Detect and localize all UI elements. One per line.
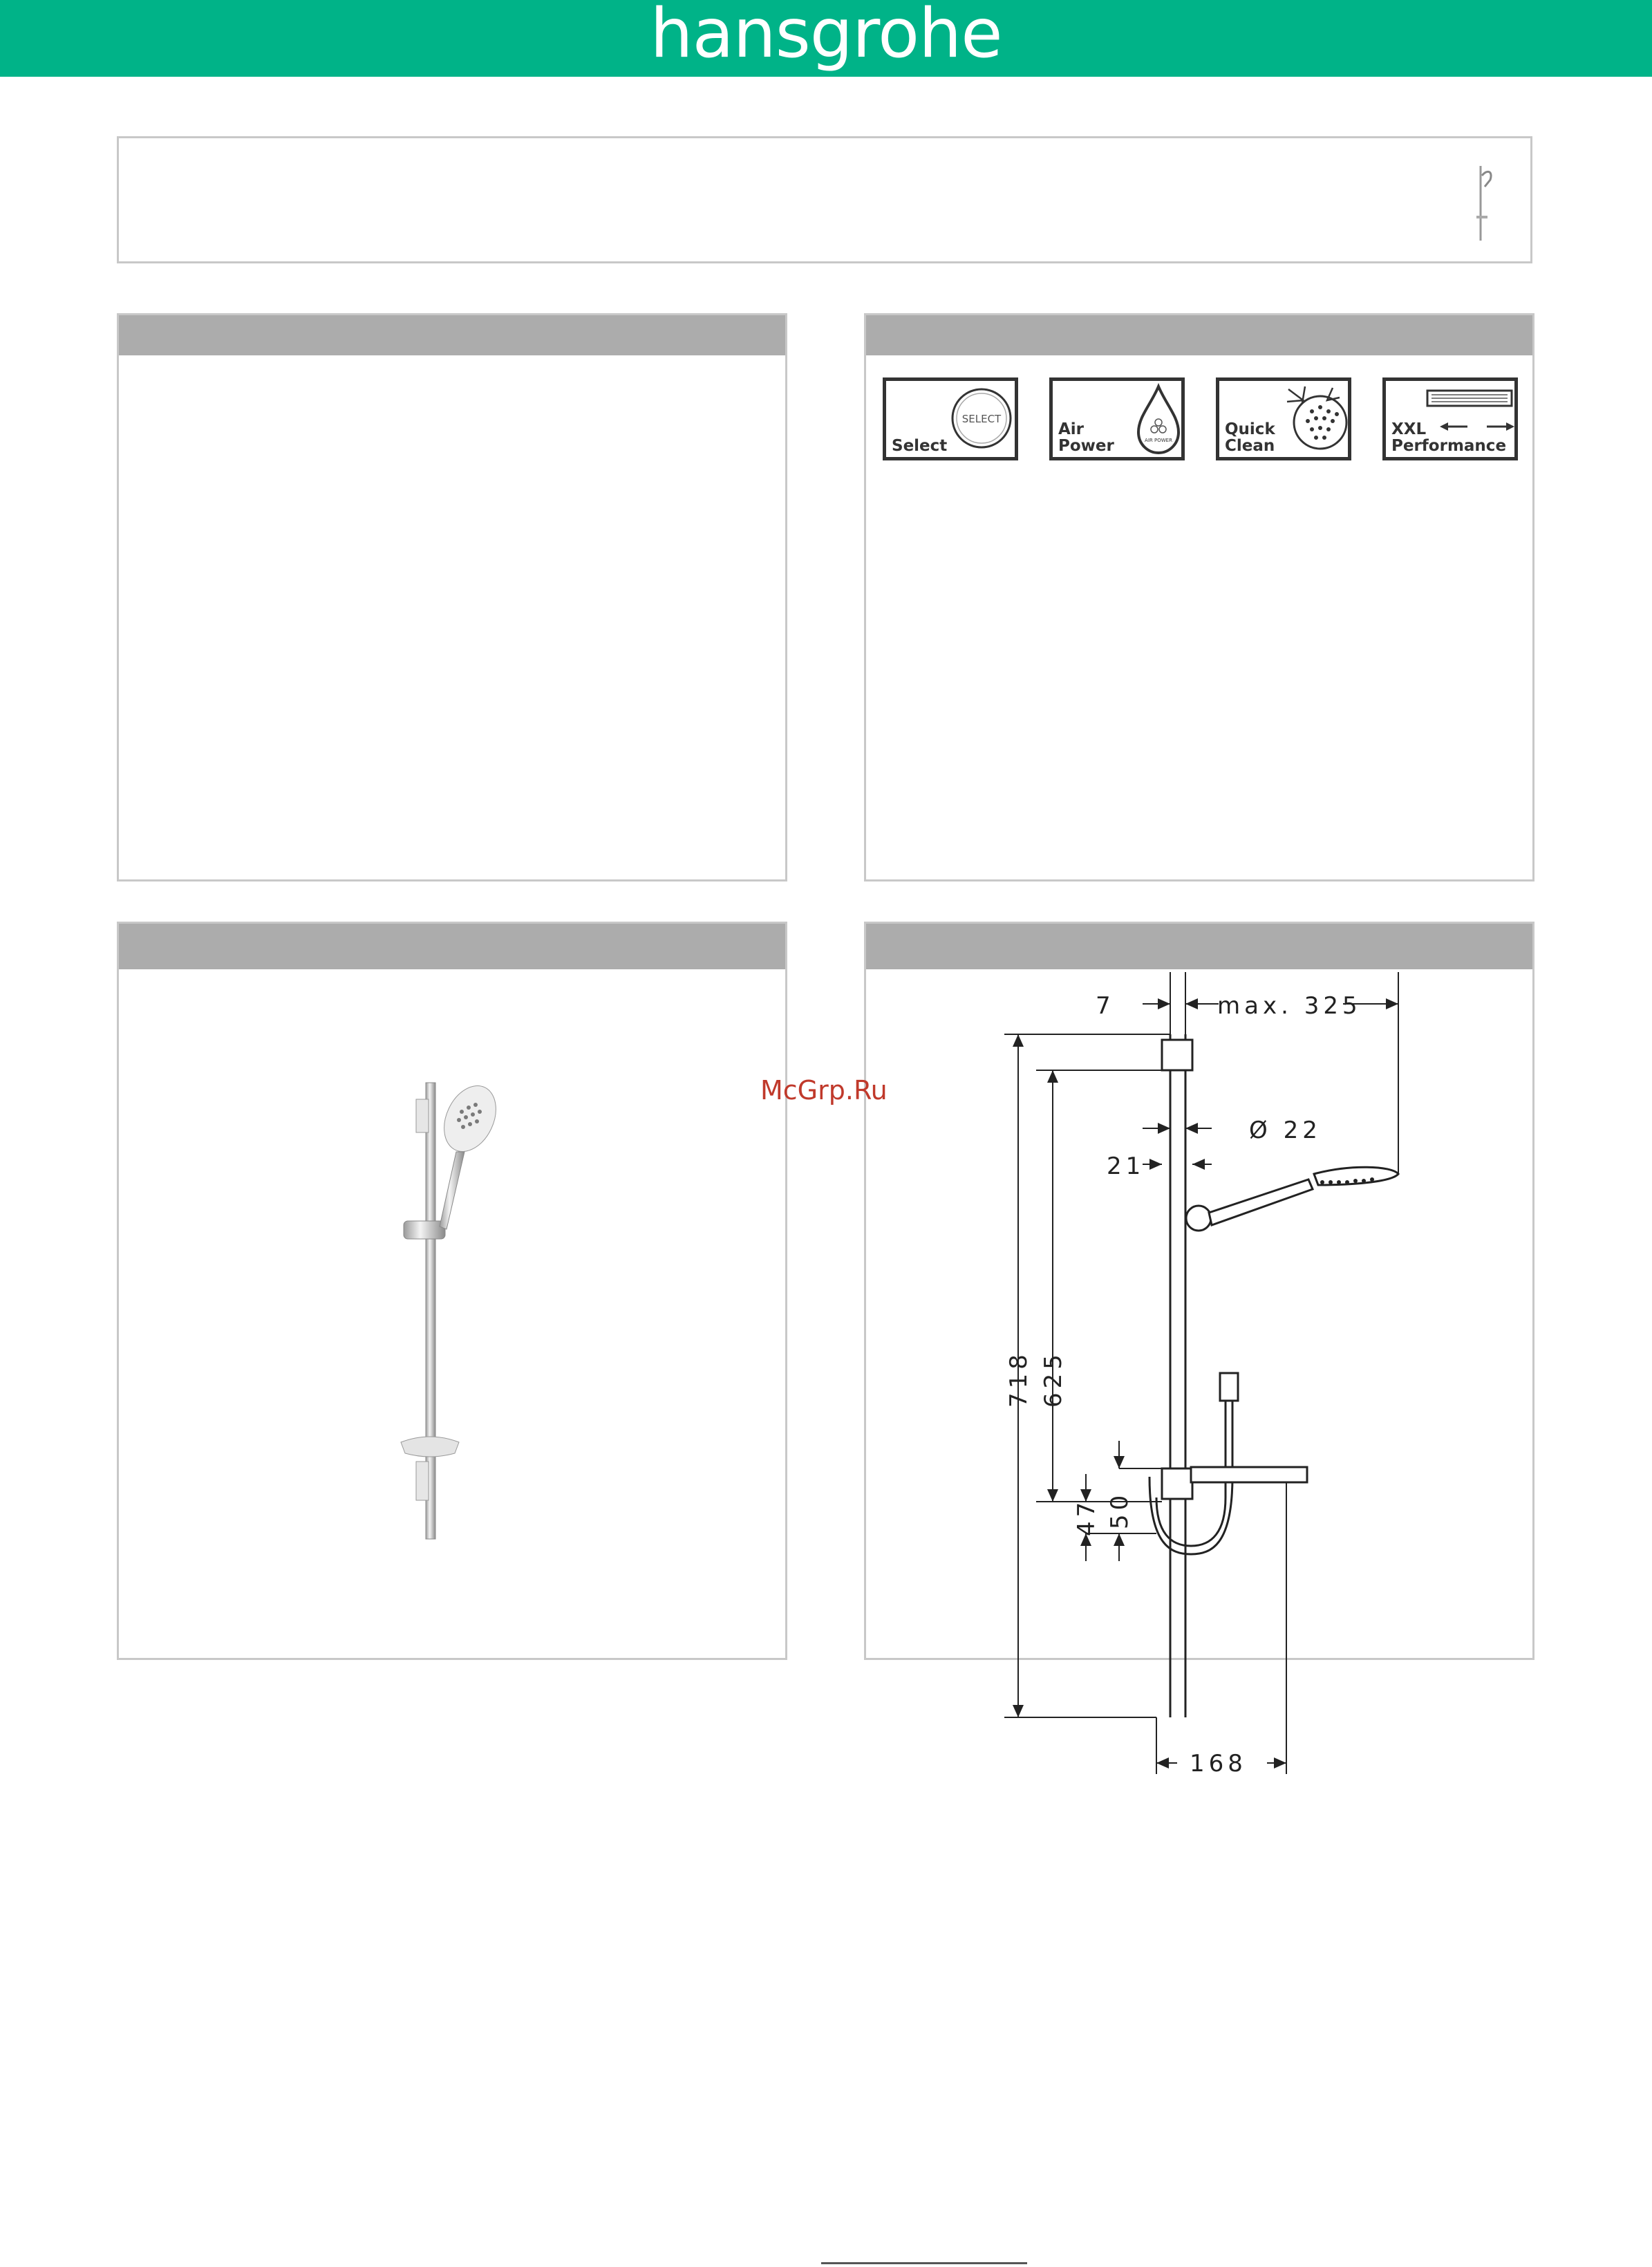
technical-drawing-panel	[864, 922, 1534, 1778]
dim-height-total: 718	[1005, 1350, 1033, 1408]
feature-air-power-label: Air Power	[1058, 420, 1114, 455]
features-panel	[864, 313, 1534, 881]
watermark-text: McGrp.Ru	[760, 1075, 888, 1105]
product-thumbnail	[1460, 163, 1501, 245]
feature-select-label: Select	[892, 437, 948, 455]
shower-set-image	[387, 1069, 518, 1553]
product-image-panel	[117, 922, 787, 1660]
dim-depth: 168	[1190, 1750, 1247, 1778]
feature-select	[883, 377, 1018, 460]
feature-quick-clean	[1216, 377, 1351, 460]
features-panel-header	[866, 315, 1532, 355]
water-drop-icon	[1134, 384, 1183, 456]
feature-air-power	[1049, 377, 1185, 460]
dim-diameter: Ø 22	[1249, 1117, 1322, 1144]
dim-height-bracket: 625	[1040, 1350, 1067, 1408]
xxl-shower-head-icon	[1425, 388, 1514, 416]
technical-drawing	[866, 924, 1532, 1778]
dim-wall: 21	[1107, 1153, 1145, 1180]
select-badge-text: SELECT	[961, 413, 1002, 425]
product-title-box	[117, 136, 1532, 263]
dim-bottom-b: 50	[1106, 1491, 1134, 1529]
air-power-badge-text: AIR POWER	[1145, 438, 1172, 443]
feature-quick-clean-label: Quick Clean	[1225, 420, 1275, 455]
spray-nozzle-icon	[1284, 384, 1351, 456]
dim-bottom-a: 47	[1073, 1498, 1100, 1536]
feature-xxl-performance-label: XXL Performance	[1391, 420, 1507, 455]
feature-xxl-performance	[1382, 377, 1518, 460]
dim-top-offset: 7	[1096, 992, 1115, 1020]
dim-max-reach: max. 325	[1217, 992, 1362, 1020]
brand-header	[0, 0, 1652, 77]
brand-logo: hansgrohe	[650, 0, 1002, 73]
description-panel	[117, 313, 787, 881]
product-image-panel-header	[119, 924, 785, 969]
description-panel-header	[119, 315, 785, 355]
select-button-icon	[950, 386, 1013, 450]
footer-divider	[821, 2262, 1027, 2264]
